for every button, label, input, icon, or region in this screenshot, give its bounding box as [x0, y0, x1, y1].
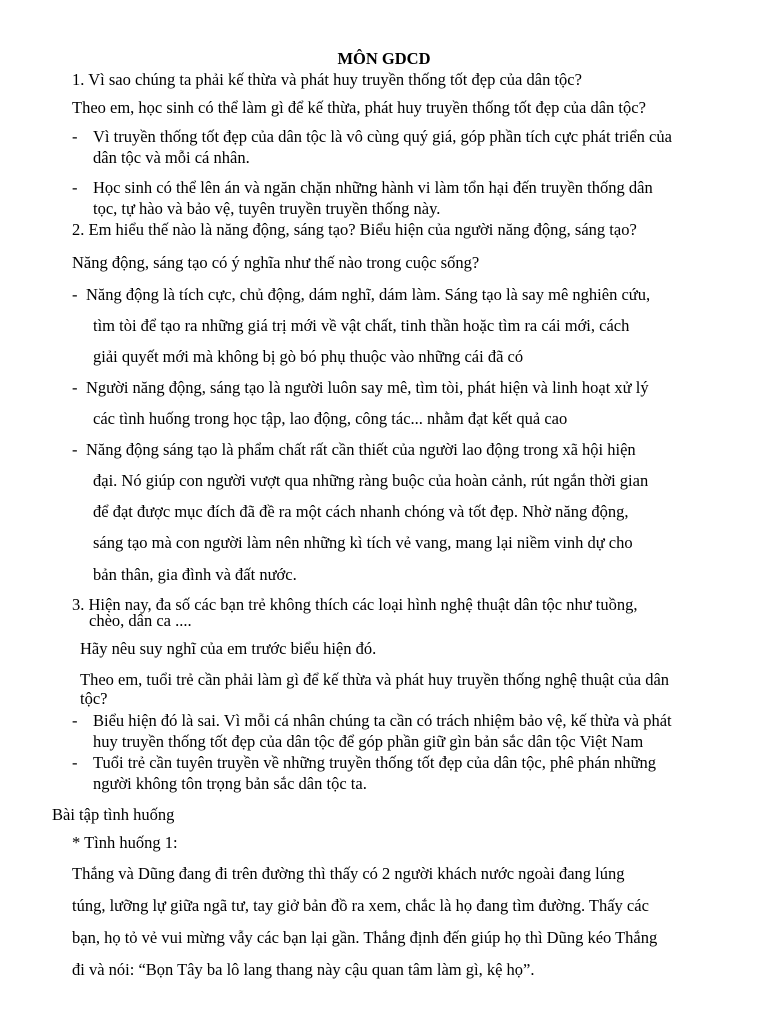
case-1-line-2: túng, lưỡng lự giữa ngã tư, tay giở bản đồ ra xem, chắc là họ đang tìm đường. Thấy các	[72, 896, 649, 915]
answer-2-3-line-3: để đạt được mục đích đã đề ra một cách nhanh chóng và tốt đẹp. Nhờ năng động,	[93, 502, 629, 521]
question-2: 2. Em hiểu thế nào là năng động, sáng tạo? Biểu hiện của người năng động, sáng tạo?	[72, 220, 637, 239]
exercise-heading: Bài tập tình huống	[52, 805, 175, 824]
bullet-dash: -	[72, 378, 78, 397]
answer-1-2-line-1: Học sinh có thể lên án và ngăn chặn những hành vi làm tổn hại đến truyền thống dân	[93, 178, 653, 197]
question-2-sub: Năng động, sáng tạo có ý nghĩa như thế nào trong cuộc sống?	[72, 253, 480, 272]
answer-2-3-line-2: đại. Nó giúp con người vượt qua những ràng buộc của hoàn cảnh, rút ngắn thời gian	[93, 471, 649, 490]
question-1-sub: Theo em, học sinh có thể làm gì để kế thừa, phát huy truyền thống tốt đẹp của dân tộc?	[72, 98, 646, 117]
case-1-heading: * Tình huống 1:	[72, 833, 178, 852]
bullet-dash: -	[72, 127, 78, 146]
answer-2-1-line-1: Năng động là tích cực, chủ động, dám nghĩ, dám làm. Sáng tạo là say mê nghiên cứu,	[86, 285, 651, 304]
case-1-line-3: bạn, họ tỏ vẻ vui mừng vẫy các bạn lại gần. Thắng định đến giúp họ thì Dũng kéo Thắng	[72, 928, 658, 947]
question-3-cont: chèo, dân ca ....	[89, 611, 192, 630]
question-3-sub-cont: tộc?	[80, 689, 108, 708]
bullet-dash: -	[72, 285, 78, 304]
answer-2-2-line-1: Người năng động, sáng tạo là người luôn say mê, tìm tòi, phát hiện và linh hoạt xử lý	[86, 378, 649, 397]
case-1-line-1: Thắng và Dũng đang đi trên đường thì thấy có 2 người khách nước ngoài đang lúng	[72, 864, 625, 883]
question-3: 3. Hiện nay, đa số các bạn trẻ không thích các loại hình nghệ thuật dân tộc như tuồng,	[72, 595, 638, 614]
question-1: 1. Vì sao chúng ta phải kế thừa và phát huy truyền thống tốt đẹp của dân tộc?	[72, 70, 582, 89]
answer-2-2-line-2: các tình huống trong học tập, lao động, công tác... nhằm đạt kết quả cao	[93, 409, 568, 428]
document-title: MÔN GDCD	[337, 49, 431, 68]
answer-2-3-line-5: bản thân, gia đình và đất nước.	[93, 565, 297, 584]
answer-1-1-line-2: dân tộc và mỗi cá nhân.	[93, 148, 250, 167]
bullet-dash: -	[72, 440, 78, 459]
answer-2-3-line-4: sáng tạo mà con người làm nên những kì tích vẻ vang, mang lại niềm vinh dự cho	[93, 533, 633, 552]
answer-3-1-line-1: Biểu hiện đó là sai. Vì mỗi cá nhân chúng ta cần có trách nhiệm bảo vệ, kế thừa và phát	[93, 711, 672, 730]
bullet-dash: -	[72, 753, 78, 772]
answer-2-1-line-3: giải quyết mới mà không bị gò bó phụ thuộc vào những cái đã có	[93, 347, 524, 366]
answer-3-2-line-2: người không tôn trọng bản sắc dân tộc ta.	[93, 774, 367, 793]
answer-1-2-line-2: tọc, tự hào và bảo vệ, tuyên truyền truyền thống này.	[93, 199, 441, 218]
question-3-prompt: Hãy nêu suy nghĩ của em trước biểu hiện đó.	[80, 639, 377, 658]
answer-2-1-line-2: tìm tòi để tạo ra những giá trị mới về vật chất, tinh thần hoặc tìm ra cái mới, cách	[93, 316, 630, 335]
question-3-sub: Theo em, tuổi trẻ cần phải làm gì để kế thừa và phát huy truyền thống nghệ thuật của dân	[80, 670, 670, 689]
case-1-line-4: đi và nói: “Bọn Tây ba lô lang thang này cậu quan tâm làm gì, kệ họ”.	[72, 960, 535, 979]
answer-2-3-line-1: Năng động sáng tạo là phẩm chất rất cần thiết của người lao động trong xã hội hiện	[86, 440, 636, 459]
answer-1-1-line-1: Vì truyền thống tốt đẹp của dân tộc là vô cùng quý giá, góp phần tích cực phát triển của	[93, 127, 672, 146]
bullet-dash: -	[72, 711, 78, 730]
answer-3-1-line-2: huy truyền thống tốt đẹp của dân tộc để góp phần giữ gìn bản sắc dân tộc Việt Nam	[93, 732, 644, 751]
bullet-dash: -	[72, 178, 78, 197]
answer-3-2-line-1: Tuổi trẻ cần tuyên truyền về những truyền thống tốt đẹp của dân tộc, phê phán những	[93, 753, 657, 772]
